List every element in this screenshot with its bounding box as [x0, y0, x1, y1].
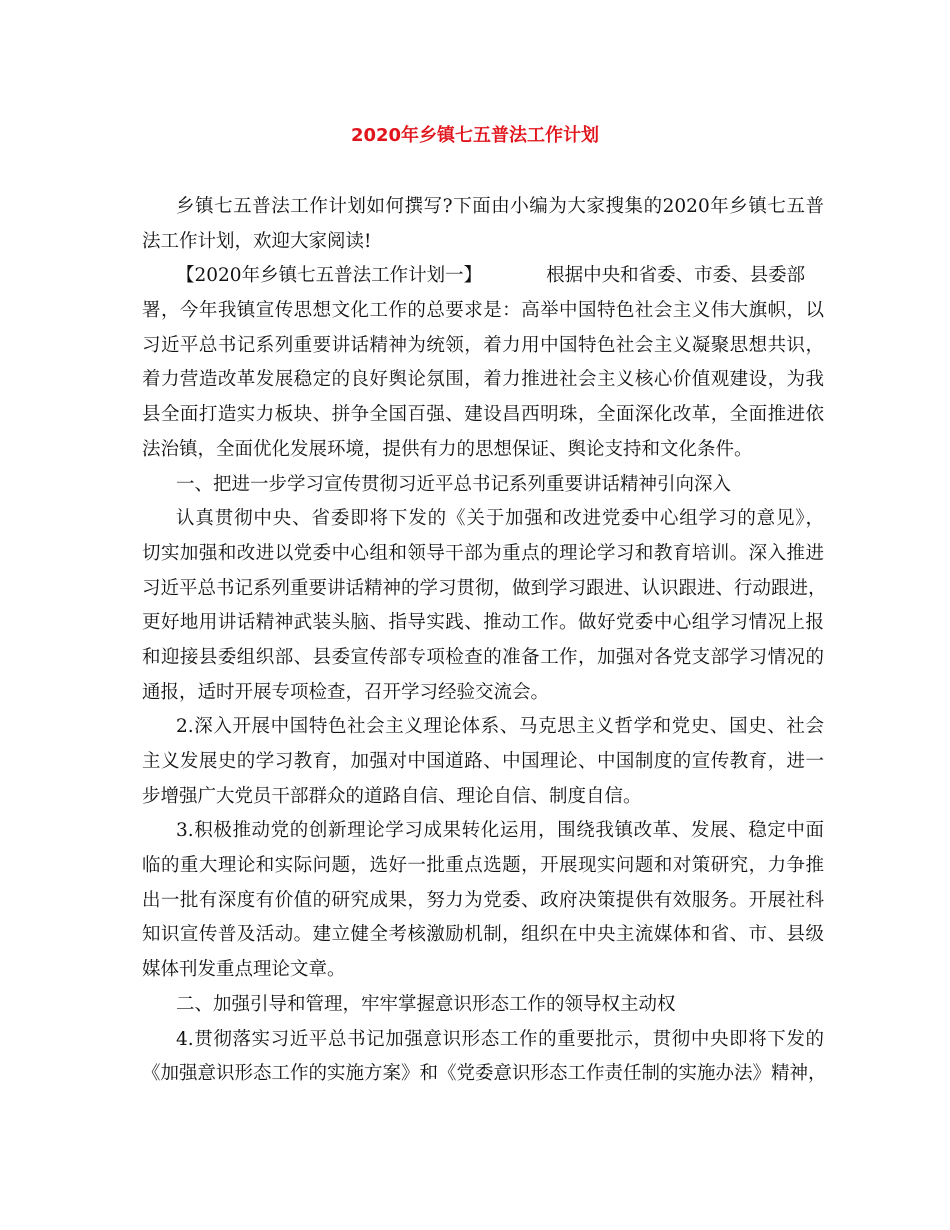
- paragraph-line: 通报，适时开展专项检查，召开学习经验交流会。: [142, 681, 550, 703]
- paragraph-line: 署，今年我镇宣传思想文化工作的总要求是：高举中国特色社会主义伟大旗帜，以: [142, 300, 824, 322]
- paragraph-line: 乡镇七五普法工作计划如何撰写?下面由小编为大家搜集的2020年乡镇七五普: [176, 196, 824, 217]
- paragraph-line: 认真贯彻中央、省委即将下发的《关于加强和改进党委中心组学习的意见》，: [176, 508, 824, 530]
- section-heading: 【2020年乡镇七五普法工作计划一】: [176, 265, 483, 287]
- paragraph-line: 知识宣传普及活动。建立健全考核激励机制，组织在中央主流媒体和省、市、县级: [142, 924, 824, 946]
- paragraph-line: 习近平总书记系列重要讲话精神为统领，着力用中国特色社会主义凝聚思想共识，: [142, 334, 824, 356]
- document-body: [142, 190, 827, 1092]
- paragraph-line: 切实加强和改进以党委中心组和领导干部为重点的理论学习和教育培训。深入推进: [142, 542, 824, 564]
- paragraph-line: 2.深入开展中国特色社会主义理论体系、马克思主义哲学和党史、国史、社会: [176, 716, 824, 738]
- paragraph-line: 和迎接县委组织部、县委宣传部专项检查的准备工作，加强对各党支部学习情况的: [142, 646, 824, 668]
- paragraph-line: 法工作计划，欢迎大家阅读!: [142, 230, 372, 252]
- paragraph-line: [142, 259, 824, 294]
- paragraph-line: 出一批有深度有价值的研究成果，努力为党委、政府决策提供有效服务。开展社科: [142, 889, 824, 911]
- section-heading: 一、把进一步学习宣传贯彻习近平总书记系列重要讲话精神引向深入: [176, 473, 732, 495]
- paragraph-line: 更好地用讲话精神武装头脑、指导实践、推动工作。做好党委中心组学习情况上报: [142, 612, 824, 634]
- document-title: 2020年乡镇七五普法工作计划: [350, 125, 600, 146]
- paragraph-line: 《加强意识形态工作的实施方案》和《党委意识形态工作责任制的实施办法》精神，: [142, 1063, 827, 1085]
- paragraph-line: 4.贯彻落实习近平总书记加强意识形态工作的重要批示，贯彻中央即将下发的: [176, 1028, 824, 1050]
- paragraph-text: 根据中央和省委、市委、县委部: [546, 265, 806, 287]
- paragraph-line: 临的重大理论和实际问题，选好一批重点选题，开展现实问题和对策研究，力争推: [142, 855, 824, 877]
- paragraph-line: 县全面打造实力板块、拼争全国百强、建设昌西明珠，全面深化改革，全面推进依: [142, 404, 824, 426]
- paragraph-line: 3.积极推动党的创新理论学习成果转化运用，围绕我镇改革、发展、稳定中面: [176, 820, 824, 842]
- paragraph-line: 媒体刊发重点理论文章。: [142, 959, 346, 981]
- paragraph-line: 法治镇，全面优化发展环境，提供有力的思想保证、舆论支持和文化条件。: [142, 438, 753, 460]
- section-heading: 二、加强引导和管理，牢牢掌握意识形态工作的领导权主动权: [176, 993, 676, 1015]
- paragraph-line: 主义发展史的学习教育，加强对中国道路、中国理论、中国制度的宣传教育，进一: [142, 751, 824, 772]
- paragraph-line: 习近平总书记系列重要讲话精神的学习贯彻，做到学习跟进、认识跟进、行动跟进，: [142, 577, 827, 599]
- paragraph-line: 着力营造改革发展稳定的良好舆论氛围，着力推进社会主义核心价值观建设，为我: [142, 369, 824, 391]
- paragraph-line: 步增强广大党员干部群众的道路自信、理论自信、制度自信。: [142, 785, 642, 807]
